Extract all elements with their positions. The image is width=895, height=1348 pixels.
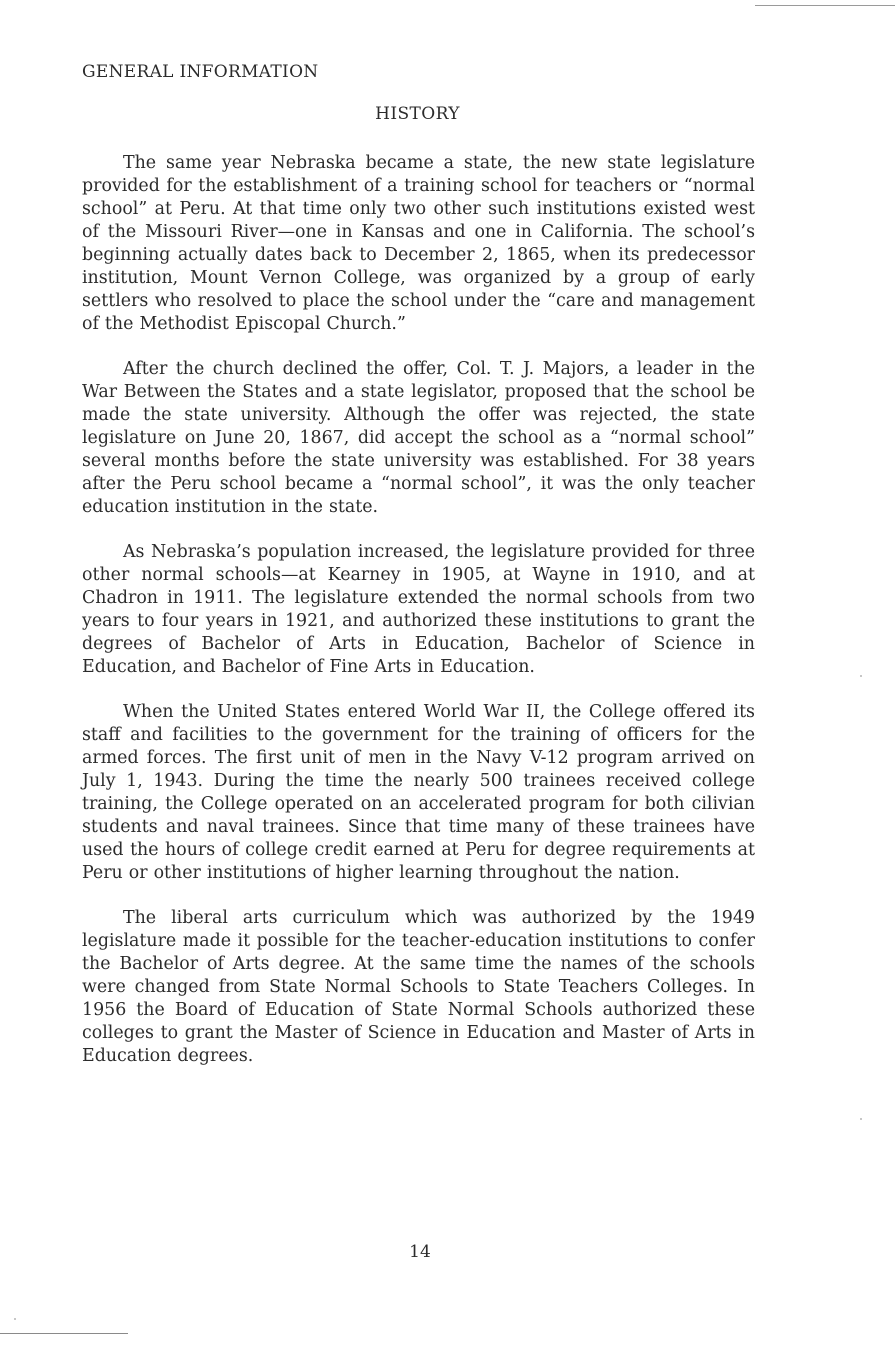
history-body [82, 152, 755, 1090]
paragraph-1: The same year Nebraska became a state, the new state legislature provided for the establishment of a training school for teachers or “normal school” at Peru. At that time only two other such institutions existed west of the Missouri River—one in Kansas and one in California. The school’s beginning actually dates back to December 2, 1865, when its predecessor institution, Mount Vernon College, was organized by a group of early settlers who resolved to place the school under the “care and management of the Methodist Episcopal Church.” [82, 153, 755, 334]
scan-speck [860, 1118, 862, 1120]
paragraph-2: After the church declined the offer, Col. T. J. Majors, a leader in the War Between the States and a state legislator, proposed that the school be made the state university. Although the offer was rejected, the state legislature on June 20, 1867, did accept the school as a “normal school” several months before the state university was established. For 38 years after the Peru school became a “normal school”, it was the only teacher education institution in the state. [82, 359, 755, 517]
scan-speck [860, 675, 862, 677]
paragraph-5: The liberal arts curriculum which was authorized by the 1949 legislature made it possible for the teacher-education institutions to confer the Bachelor of Arts degree. At the same time the names of the schools were changed from State Normal Schools to State Teachers Colleges. In 1956 the Board of Education of State Normal Schools authorized these colleges to grant the Master of Science in Education and Master of Arts in Education degrees. [82, 908, 755, 1066]
scan-edge-top [755, 5, 895, 6]
section-heading: GENERAL INFORMATION [82, 62, 319, 82]
page-title: HISTORY [375, 104, 460, 124]
scan-edge-bottom [0, 1333, 128, 1334]
paragraph-3: As Nebraska’s population increased, the legislature provided for three other normal schools—at Kearney in 1905, at Wayne in 1910, and at Chadron in 1911. The legislature extended the normal schools from two years to four years in 1921, and authorized these institutions to grant the degrees of Bachelor of Arts in Education, Bachelor of Science in Education, and Bachelor of Fine Arts in Education. [82, 542, 755, 677]
page-number: 14 [409, 1242, 431, 1262]
paragraph-4: When the United States entered World War II, the College offered its staff and facilities to the government for the training of officers for the armed forces. The first unit of men in the Navy V-12 program arrived on July 1, 1943. During the time the nearly 500 trainees received college training, the College operated on an accelerated program for both cilivian students and naval trainees. Since that time many of these trainees have used the hours of college credit earned at Peru for degree requirements at Peru or other institutions of higher learning throughout the nation. [82, 702, 755, 883]
scan-speck [14, 1318, 16, 1320]
